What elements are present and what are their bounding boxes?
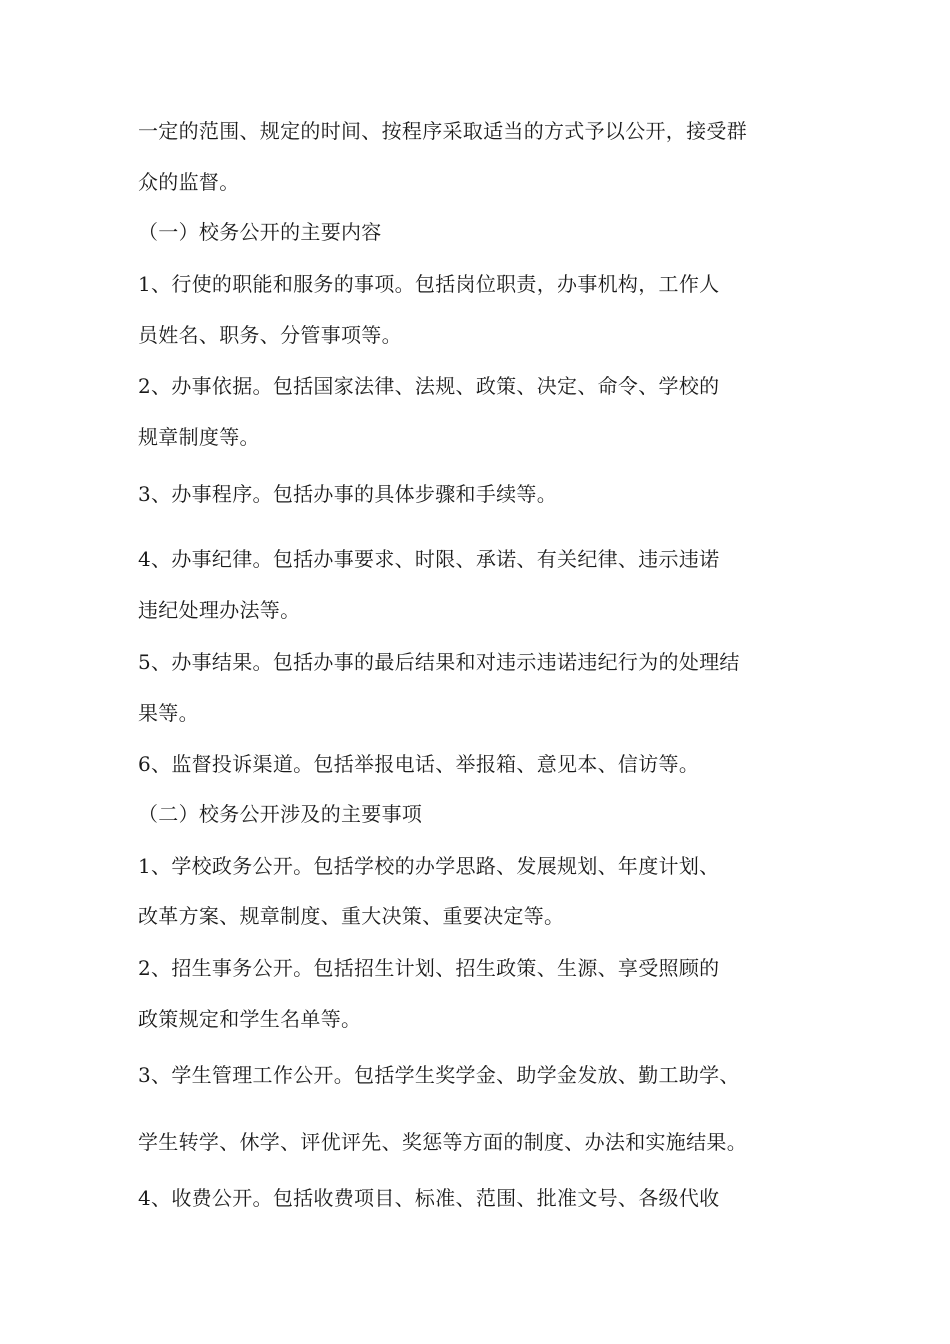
text-line: 1、行使的职能和服务的事项。包括岗位职责，办事机构，工作人 xyxy=(138,272,720,296)
text-line: 6、监督投诉渠道。包括举报电话、举报箱、意见本、信访等。 xyxy=(138,752,700,776)
text-line: 4、收费公开。包括收费项目、标准、范围、批准文号、各级代收 xyxy=(138,1186,720,1210)
text-line: 政策规定和学生名单等。 xyxy=(138,1007,362,1031)
text-line: 学生转学、休学、评优评先、奖惩等方面的制度、办法和实施结果。 xyxy=(138,1130,747,1154)
text-line: 规章制度等。 xyxy=(138,425,260,449)
text-line: 众的监督。 xyxy=(138,170,240,194)
text-line: 2、办事依据。包括国家法律、法规、政策、决定、命令、学校的 xyxy=(138,374,720,398)
text-line: 2、招生事务公开。包括招生计划、招生政策、生源、享受照顾的 xyxy=(138,956,720,980)
text-line: 违纪处理办法等。 xyxy=(138,598,301,622)
text-line: 4、办事纪律。包括办事要求、时限、承诺、有关纪律、违示违诺 xyxy=(138,547,720,571)
text-line: 5、办事结果。包括办事的最后结果和对违示违诺违纪行为的处理结 xyxy=(138,650,740,674)
text-line: 改革方案、规章制度、重大决策、重要决定等。 xyxy=(138,904,565,928)
section-heading: （一）校务公开的主要内容 xyxy=(138,220,382,244)
text-line: 果等。 xyxy=(138,701,199,725)
text-line: 1、学校政务公开。包括学校的办学思路、发展规划、年度计划、 xyxy=(138,854,720,878)
section-heading: （二）校务公开涉及的主要事项 xyxy=(138,802,423,826)
text-line: 一定的范围、规定的时间、按程序采取适当的方式予以公开，接受群 xyxy=(138,119,747,143)
text-line: 3、办事程序。包括办事的具体步骤和手续等。 xyxy=(138,482,558,506)
text-line: 员姓名、职务、分管事项等。 xyxy=(138,323,402,347)
text-line: 3、学生管理工作公开。包括学生奖学金、助学金发放、勤工助学、 xyxy=(138,1063,740,1087)
